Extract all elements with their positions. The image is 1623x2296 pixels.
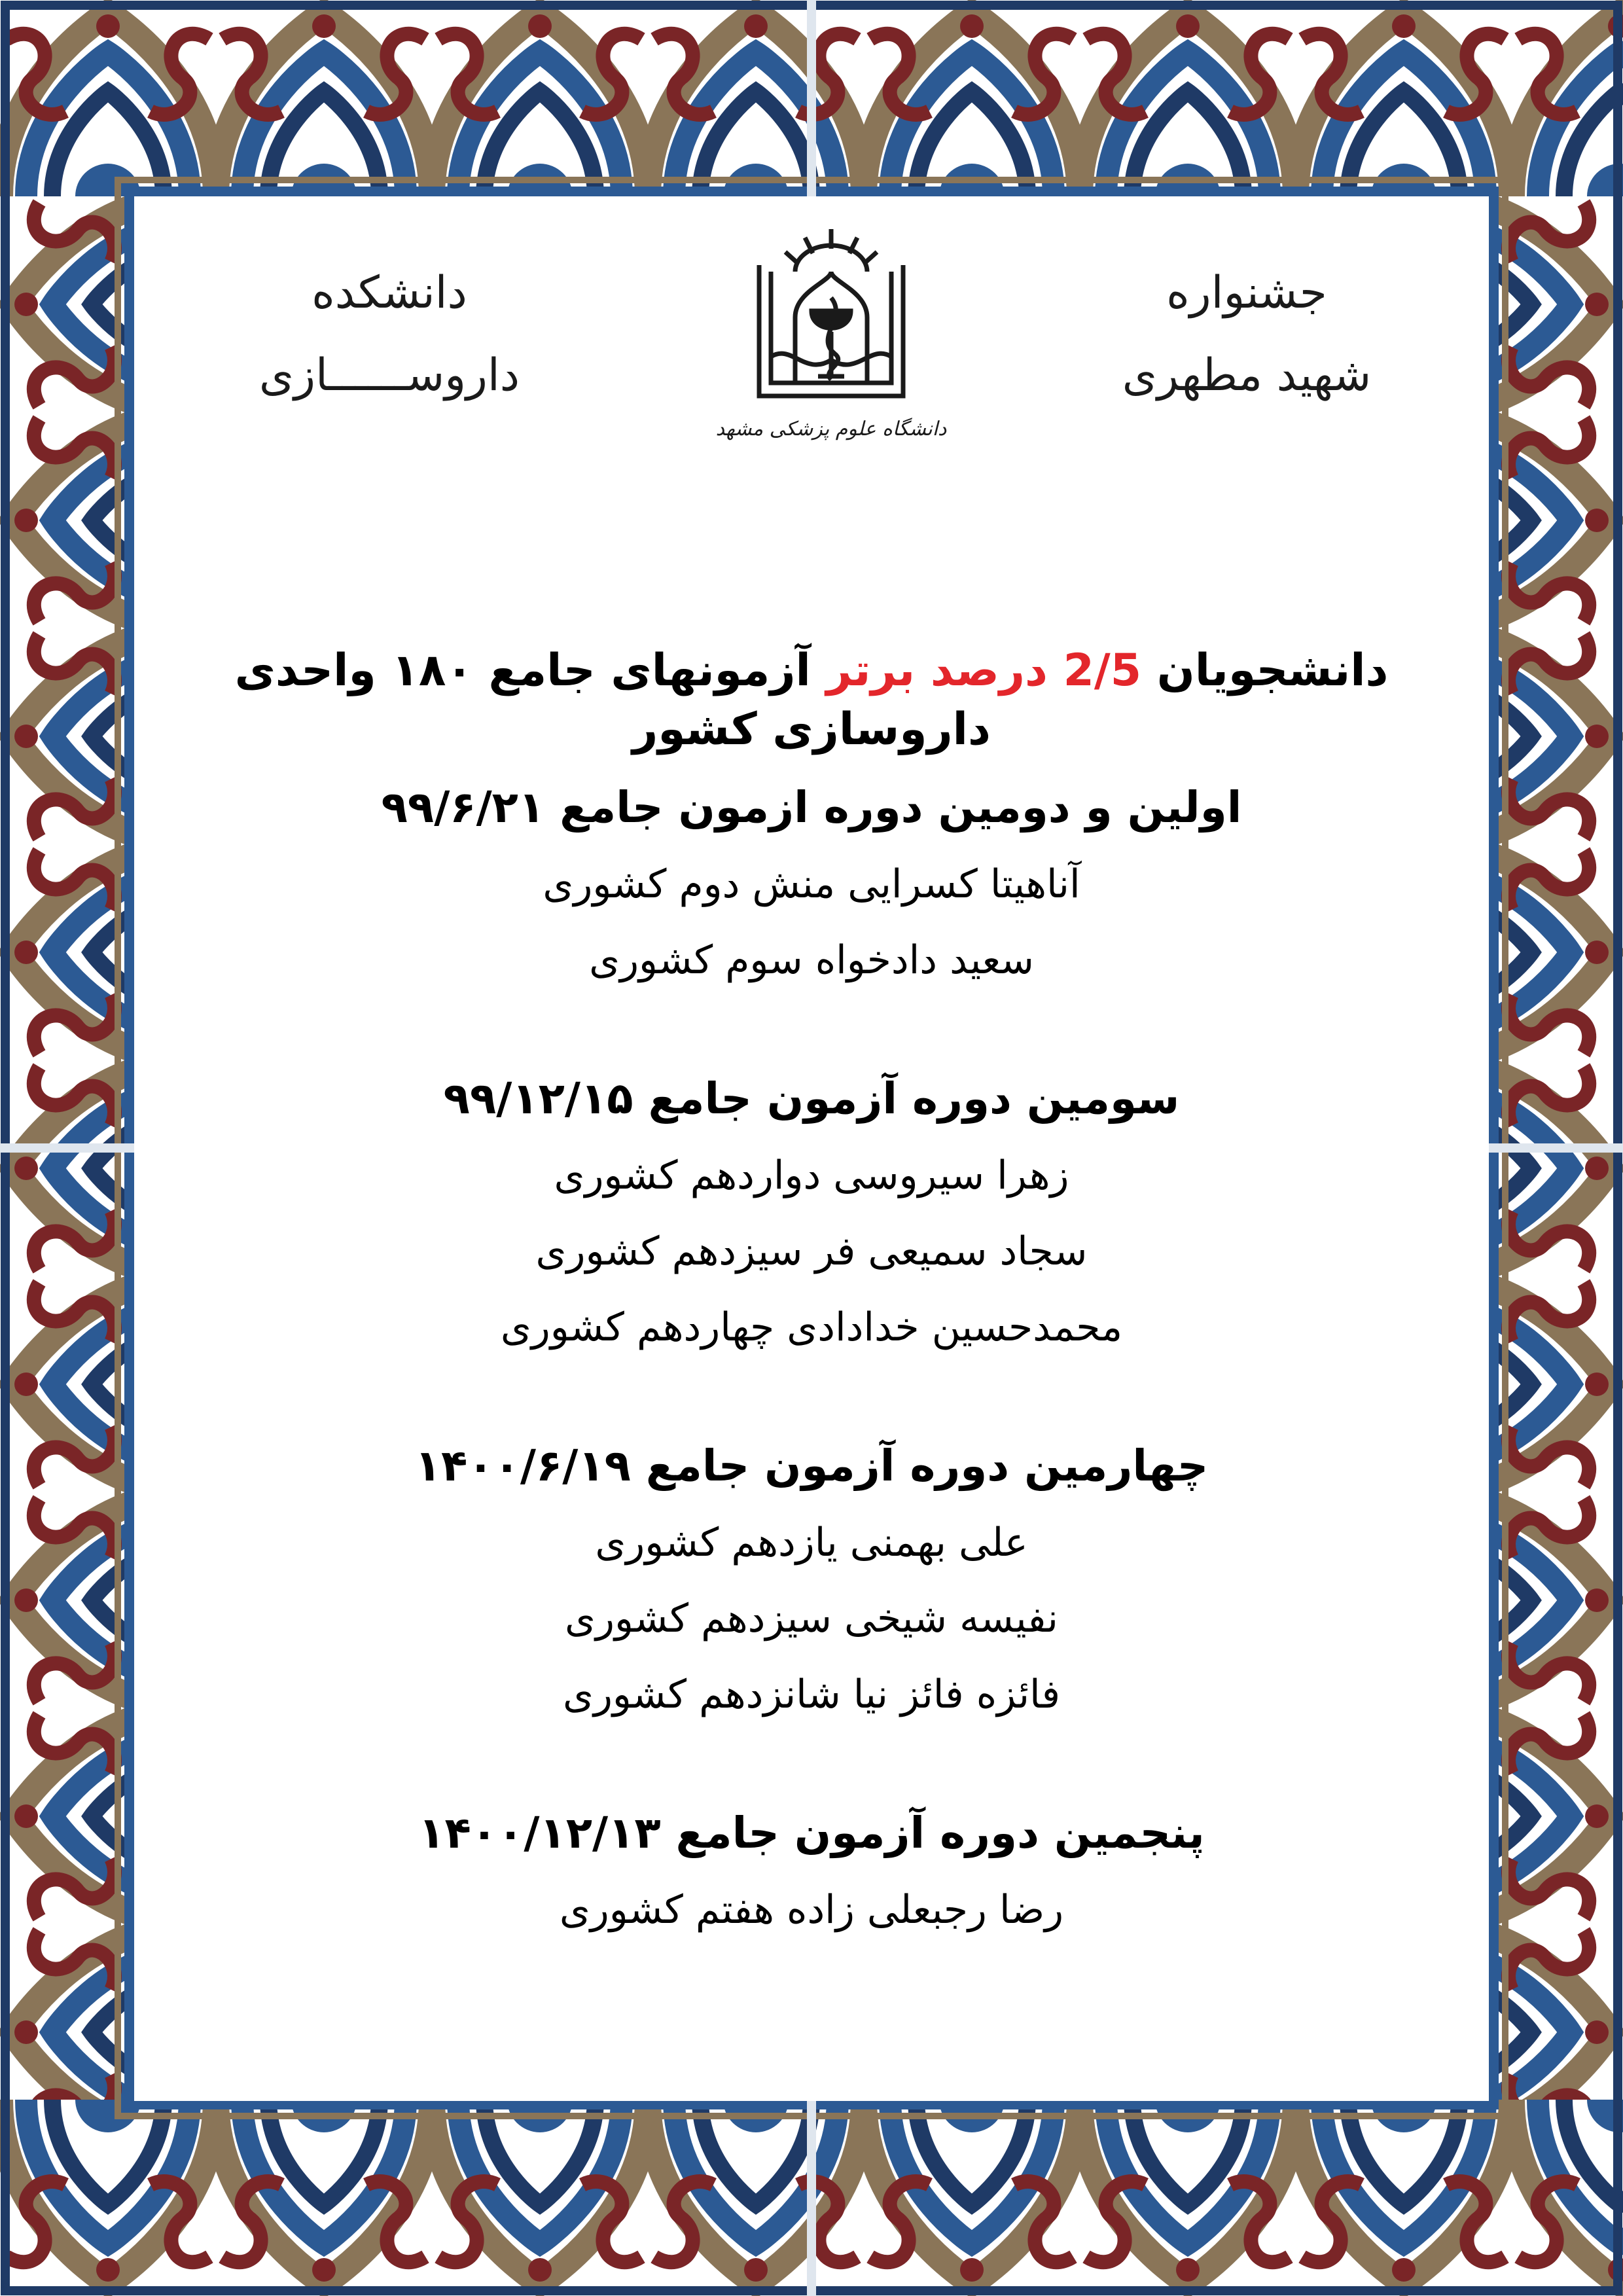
winner-line: نفیسه شیخی سیزدهم کشوری bbox=[565, 1596, 1058, 1641]
winner-line: رضا رجبعلی زاده هفتم کشوری bbox=[559, 1887, 1064, 1933]
festival-name-line1: جشنواره bbox=[1166, 267, 1327, 319]
headline-highlight: 2/5 درصد برتر bbox=[826, 645, 1142, 696]
faculty-name-line2: داروســــــازی bbox=[259, 350, 520, 401]
logo-caption: دانشگاه علوم پزشکی مشهد bbox=[715, 418, 947, 440]
winner-line: علی بهمنی یازدهم کشوری bbox=[595, 1520, 1028, 1566]
headline-part2: آزمونهای جامع ۱۸۰ واحدی داروسازی کشور bbox=[234, 645, 991, 755]
section-title: اولین و دومین دوره ازمون جامع ۹۹/۶/۲۱ bbox=[381, 782, 1242, 833]
faculty-name-line1: دانشکده bbox=[312, 267, 467, 319]
faculty-name bbox=[219, 252, 560, 417]
headline-part1: دانشجویان bbox=[1156, 645, 1389, 696]
section-title: سومین دوره آزمون جامع ۹۹/۱۲/۱۵ bbox=[443, 1073, 1180, 1124]
exam-section-3 bbox=[134, 1427, 1489, 1732]
section-title: پنجمین دوره آزمون جامع ۱۴۰۰/۱۲/۱۳ bbox=[418, 1808, 1205, 1858]
results-list bbox=[134, 769, 1489, 2010]
exam-section-1 bbox=[134, 769, 1489, 998]
main-headline bbox=[134, 641, 1489, 759]
winner-line: سعید دادخواه سوم کشوری bbox=[589, 937, 1034, 983]
festival-name-line2: شهید مطهری bbox=[1122, 350, 1372, 401]
exam-section-4 bbox=[134, 1795, 1489, 1948]
festival-name bbox=[1077, 252, 1417, 417]
exam-section-2 bbox=[134, 1060, 1489, 1365]
winner-line: محمدحسین خدادادی چهاردهم کشوری bbox=[500, 1304, 1123, 1350]
winner-line: سجاد سمیعی فر سیزدهم کشوری bbox=[535, 1229, 1088, 1274]
winner-line: فائزه فائز نیا شانزدهم کشوری bbox=[562, 1672, 1061, 1717]
section-title: چهارمین دوره آزمون جامع ۱۴۰۰/۶/۱۹ bbox=[414, 1441, 1209, 1491]
winner-line: زهرا سیروسی دواردهم کشوری bbox=[554, 1153, 1069, 1198]
certificate-content bbox=[134, 196, 1489, 2101]
winner-line: آناهیتا کسرایی منش دوم کشوری bbox=[543, 861, 1080, 907]
university-emblem-icon bbox=[715, 219, 947, 455]
